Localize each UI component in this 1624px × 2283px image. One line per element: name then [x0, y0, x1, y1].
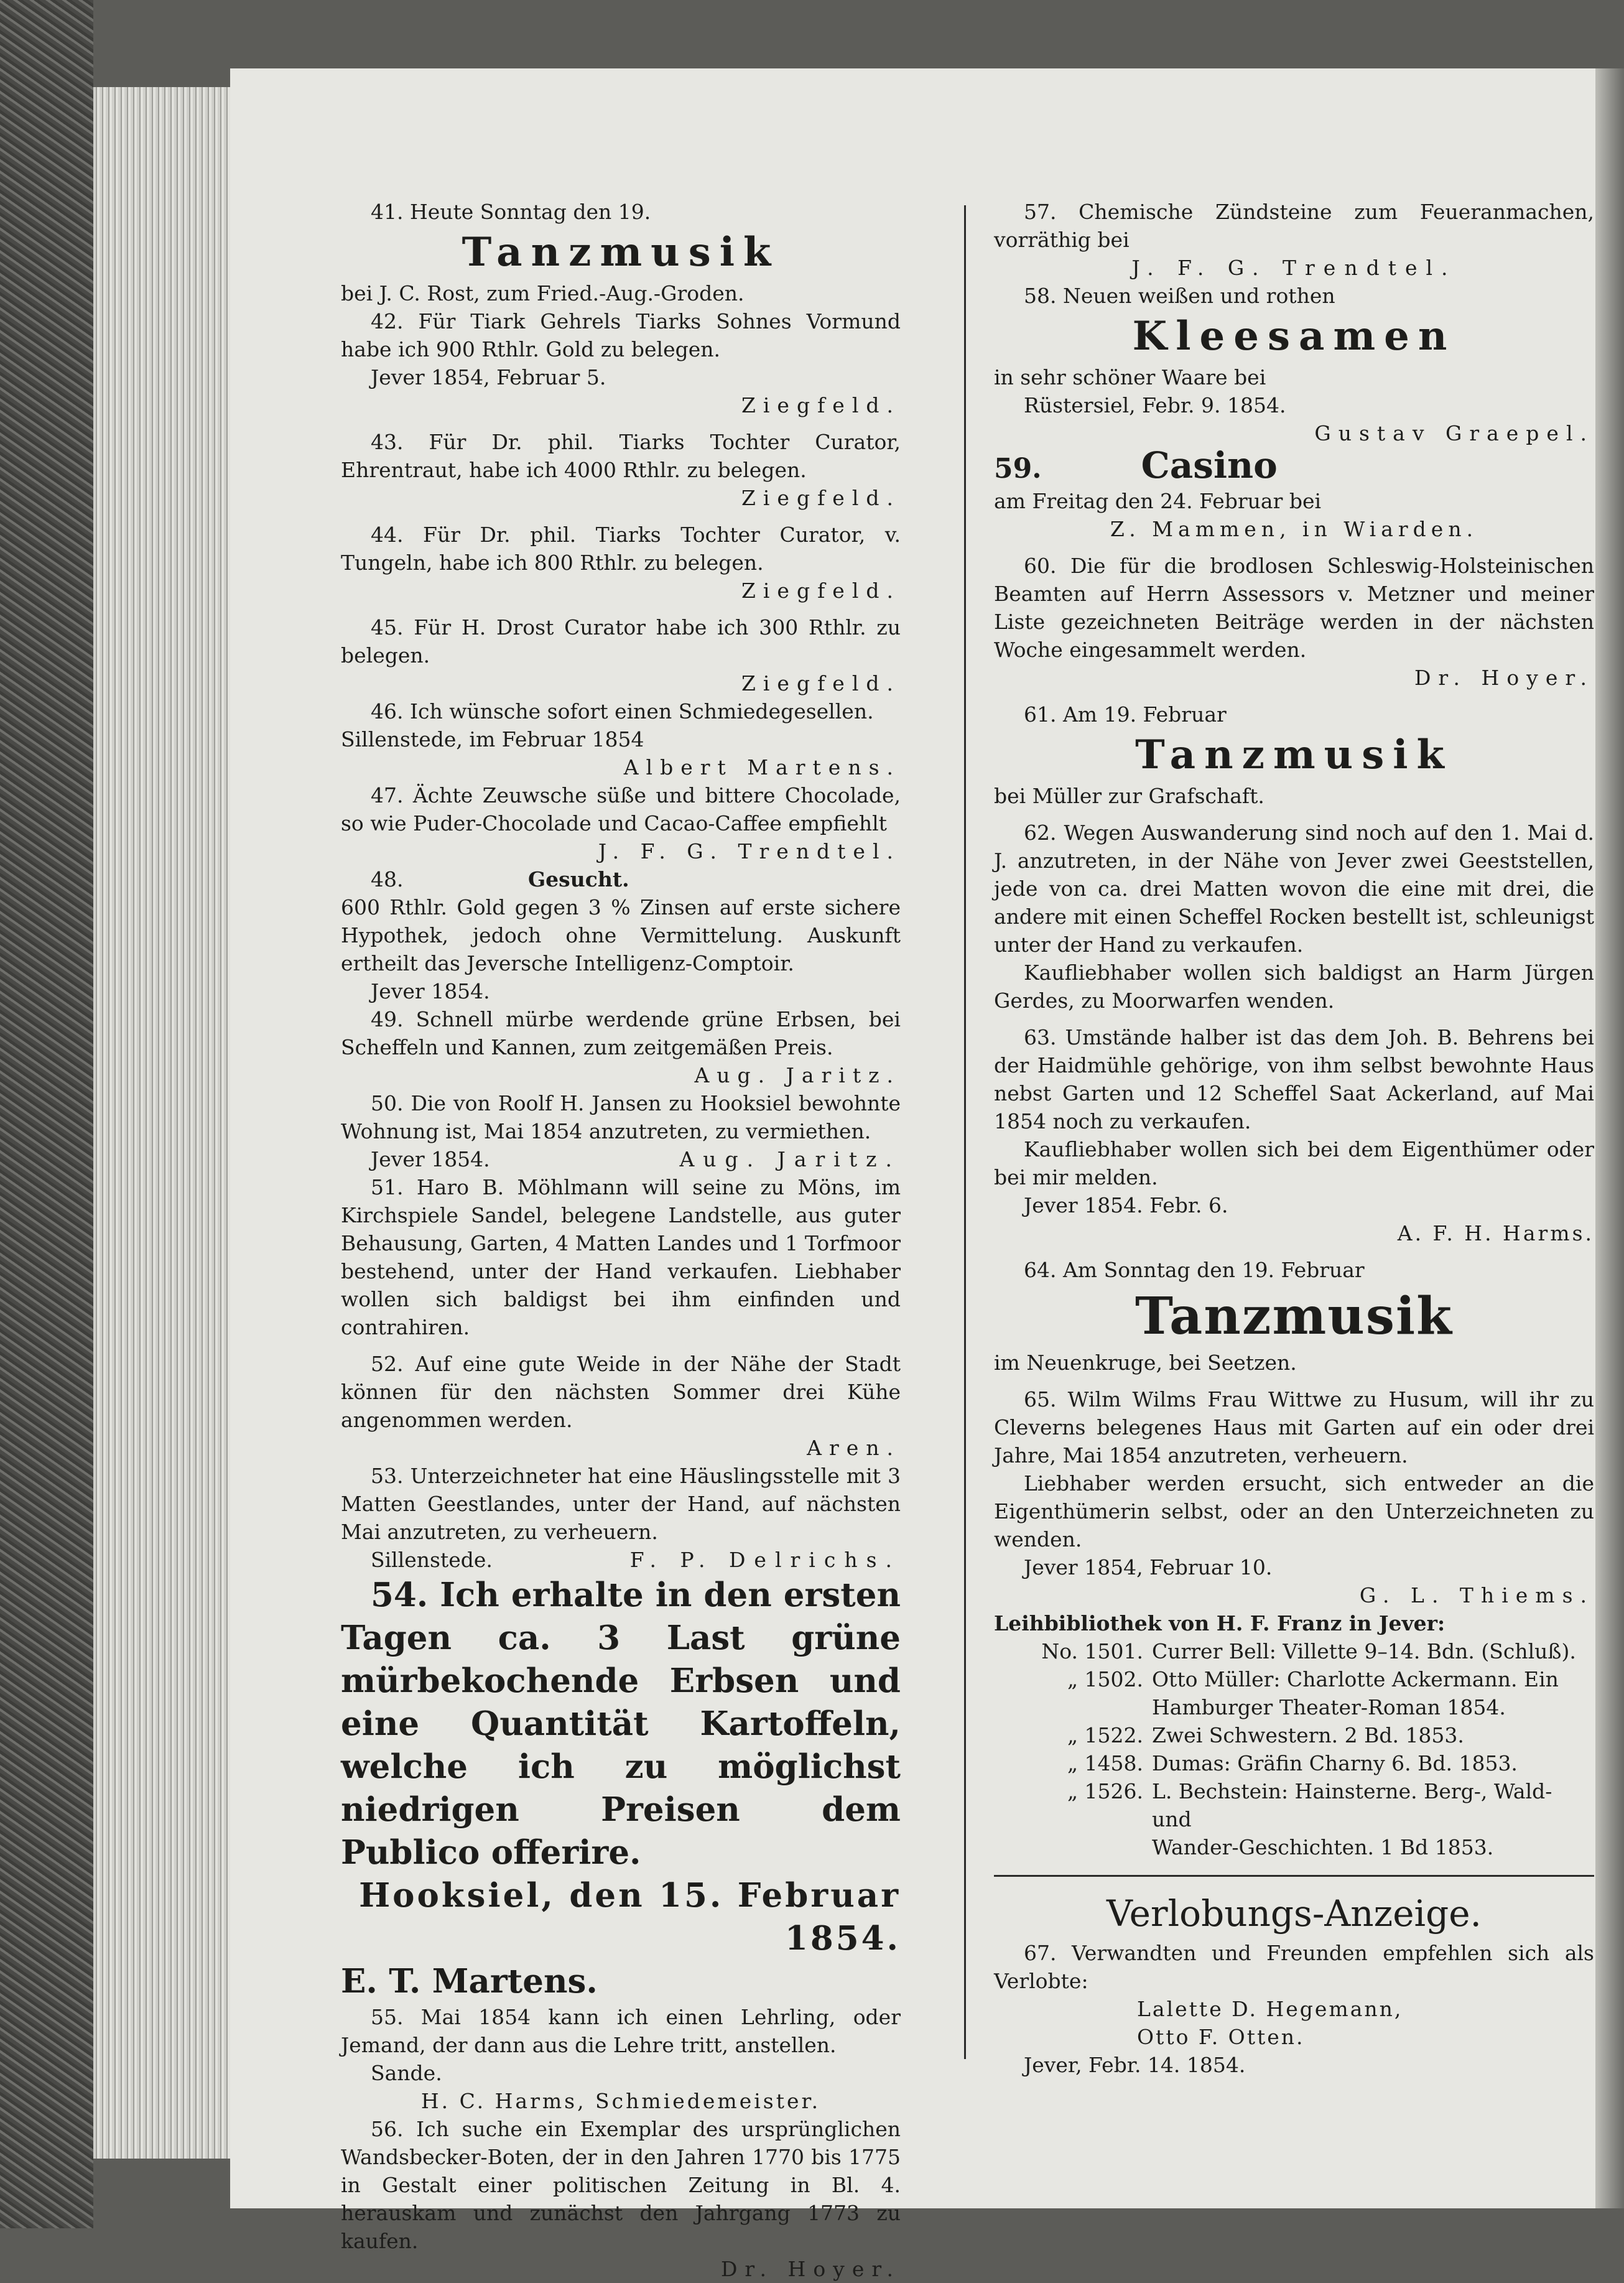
book-title: Currer Bell: Villette 9–14. Bdn. (Schluß). [1152, 1639, 1576, 1663]
ad-66-leihbibliothek [994, 1609, 1594, 1861]
ad-signature: F. P. Delrichs. [629, 1548, 901, 1572]
ad-63 [994, 1023, 1594, 1247]
ad-text: am Freitag den 24. Februar bei [994, 489, 1322, 513]
ad-42 [341, 307, 901, 419]
ad-place-date: Jever 1854. Febr. 6. [1024, 1193, 1228, 1217]
ad-place-date: Jever 1854. [371, 1147, 490, 1171]
ad-44 [341, 521, 901, 605]
ad-signature: J. F. G. Trendtel. [1131, 256, 1457, 280]
ad-heading-line [341, 865, 901, 893]
ad-56 [341, 2115, 901, 2283]
ad-text: 62. Wegen Auswanderung sind noch auf den 1. Mai d. J. anzutreten, in der Nähe von Jever zwei Geeststellen, jede von ca. drei Matten wovon die eine mit drei, die andere mit einen Scheffel Rocken bestellt ist, schleunigst unter der Hand zu verkaufen. [994, 821, 1594, 957]
ad-signature: Aren. [807, 1436, 901, 1460]
ad-place-date: Jever 1854. [371, 979, 490, 1003]
ad-45 [341, 613, 901, 697]
ad-60 [994, 552, 1594, 692]
book-title-cont: Hamburger Theater-Roman 1854. [1152, 1695, 1506, 1719]
ad-text: 46. Ich wünsche sofort einen Schmiedegesellen. [371, 699, 874, 723]
ad-place-date: Jever 1854, Februar 10. [1024, 1555, 1273, 1579]
ad-46 [341, 697, 901, 781]
ad-heading: Tanzmusik [1135, 732, 1453, 778]
ad-heading: Tanzmusik [462, 229, 780, 276]
ad-52 [341, 1350, 901, 1462]
ad-67-verlobung [994, 1888, 1594, 2079]
ad-text: bei Müller zur Grafschaft. [994, 784, 1264, 808]
ad-heading: Casino [1141, 444, 1278, 486]
ad-signature: Ziegfeld. [741, 671, 901, 695]
ad-57 [994, 198, 1594, 282]
ad-signature: G. L. Thiems. [1359, 1583, 1594, 1607]
ad-51 [341, 1173, 901, 1341]
list-item [994, 1665, 1594, 1693]
ad-signature: Z. Mammen, in Wiarden. [1110, 517, 1478, 541]
ad-place-date: Jever 1854, Februar 5. [371, 365, 606, 389]
ad-footer [341, 1546, 901, 1574]
book-number: „ 1526. [1067, 1779, 1143, 1803]
ad-signature: H. C. Harms, Schmiedemeister. [420, 2089, 821, 2113]
ad-text: 53. Unterzeichneter hat eine Häuslingsstelle mit 3 Matten Geestlandes, unter der Hand, auf nächsten Mai anzutreten, zu verheuern. [341, 1464, 901, 1544]
ad-text: 43. Für Dr. phil. Tiarks Tochter Curator, Ehrentraut, habe ich 4000 Rthlr. zu belegen. [341, 430, 901, 482]
ad-heading-line [994, 444, 1594, 487]
ad-signature: Ziegfeld. [741, 486, 901, 510]
right-column [994, 198, 1594, 2079]
ad-signature: Dr. Hoyer. [720, 2257, 901, 2281]
ad-text: 67. Verwandten und Freunden empfehlen sich als Verlobte: [994, 1941, 1594, 1993]
book-binding [0, 0, 93, 2228]
book-number: „ 1502. [1067, 1667, 1143, 1691]
ad-text: 65. Wilm Wilms Frau Wittwe zu Husum, will ihr zu Cleverns belegenes Haus mit Garten auf ein oder drei Jahre, Mai 1854 anzutreten, verheuern. [994, 1387, 1594, 1467]
ad-49 [341, 1005, 901, 1089]
ad-place-date: Sande. [371, 2061, 442, 2085]
ad-58 [994, 282, 1594, 447]
ad-text: Kaufliebhaber wollen sich bei dem Eigenthümer oder bei mir melden. [994, 1137, 1594, 1189]
ad-text: 56. Ich suche ein Exemplar des ursprünglichen Wandsbecker-Boten, der in den Jahren 1770 bis 1775 in Gestalt einer politischen Zeitung in Bl. 4. herauskam und zunächst den Jahrgang 1773 zu kaufen. [341, 2117, 901, 2253]
ad-place-date: Jever, Febr. 14. 1854. [1024, 2053, 1246, 2077]
ad-signature: Albert Martens. [623, 755, 901, 779]
page-shadow [1595, 68, 1624, 2208]
ad-footer [341, 1145, 901, 1173]
ad-53 [341, 1462, 901, 1574]
ad-heading: Verlobungs-Anzeige. [1107, 1892, 1482, 1935]
ad-heading: Gesucht. [527, 867, 629, 891]
ad-text: 50. Die von Roolf H. Jansen zu Hooksiel bewohnte Wohnung ist, Mai 1854 anzutreten, zu vermiethen. [341, 1091, 901, 1143]
ad-61 [994, 700, 1594, 810]
ad-signature: E. T. Martens. [341, 1962, 598, 2001]
ad-text: 61. Am 19. Februar [1024, 702, 1227, 727]
book-title: L. Bechstein: Hainsterne. Berg-, Wald- und [1152, 1779, 1552, 1831]
ad-text: 55. Mai 1854 kann ich einen Lehrling, oder Jemand, der dann aus die Lehre tritt, anstellen. [341, 2005, 901, 2057]
ad-place-date: Hooksiel, den 15. Februar 1854. [359, 1876, 901, 1958]
ad-text: in sehr schöner Waare bei [994, 365, 1266, 389]
ad-place-date: Sillenstede. [371, 1548, 493, 1572]
engaged-name: Otto F. Otten. [1137, 2025, 1305, 2049]
ad-number: 48. [371, 867, 404, 891]
ad-text: 51. Haro B. Möhlmann will seine zu Möns, im Kirchspiele Sandel, belegene Landstelle, aus guter Behausung, Garten, 4 Matten Landes und 1 Torfmoor bestehend, unter der Hand verkaufen. Liebhaber wollen sich baldigst bei ihm einfinden und contrahiren. [341, 1175, 901, 1339]
ad-text: Kaufliebhaber wollen sich baldigst an Harm Jürgen Gerdes, zu Moorwarfen wenden. [994, 960, 1594, 1013]
book-number: „ 1522. [1067, 1723, 1143, 1747]
ad-text: 42. Für Tiark Gehrels Tiarks Sohnes Vormund habe ich 900 Rthlr. Gold zu belegen. [341, 309, 901, 361]
ad-signature: Aug. Jaritz. [694, 1063, 901, 1087]
ad-signature: Gustav Graepel. [1314, 421, 1594, 445]
list-item [994, 1637, 1594, 1665]
ad-41 [341, 198, 901, 307]
ad-place-date: Rüstersiel, Febr. 9. 1854. [1024, 393, 1286, 417]
ad-heading: Tanzmusik [1134, 1286, 1453, 1346]
ad-text: 63. Umstände halber ist das dem Joh. B. Behrens bei der Haidmühle gehörige, von ihm selbst bewohnte Haus nebst Garten und 12 Scheffel Saat Ackerland, auf Mai 1854 noch zu verkaufen. [994, 1025, 1594, 1133]
book-title: Dumas: Gräfin Charny 6. Bd. 1853. [1152, 1751, 1518, 1775]
ad-heading: Kleesamen [1132, 313, 1456, 360]
ad-text: 44. Für Dr. phil. Tiarks Tochter Curator, v. Tungeln, habe ich 800 Rthlr. zu belegen. [341, 523, 901, 575]
ad-signature: J. F. G. Trendtel. [598, 839, 901, 863]
ad-text: 60. Die für die brodlosen Schleswig-Holsteinischen Beamten auf Herrn Assessors v. Metzner und meiner Liste gezeichneten Beiträge werden in der nächsten Woche eingesammelt werden. [994, 554, 1594, 662]
ad-text: 600 Rthlr. Gold gegen 3 % Zinsen auf erste sichere Hypothek, jedoch ohne Vermittelung. Auskunft ertheilt das Jeversche Intelligenz-Comptoir. [341, 895, 901, 975]
ad-text: bei J. C. Rost, zum Fried.-Aug.-Groden. [341, 281, 745, 305]
ad-62 [994, 819, 1594, 1015]
book-title-cont: Wander-Geschichten. 1 Bd 1853. [1152, 1835, 1494, 1859]
ad-number: 59. [994, 453, 1042, 485]
ad-text: Liebhaber werden ersucht, sich entweder an die Eigenthümerin selbst, oder an den Unterzeichneten zu wenden. [994, 1471, 1594, 1551]
ad-text: 52. Auf eine gute Weide in der Nähe der Stadt können für den nächsten Sommer drei Kühe angenommen werden. [341, 1352, 901, 1432]
list-item [994, 1749, 1594, 1777]
ad-signature: Aug. Jaritz. [679, 1147, 901, 1171]
ad-signature: Ziegfeld. [741, 393, 901, 417]
ad-signature: Dr. Hoyer. [1414, 666, 1594, 690]
ad-text: 54. Ich erhalte in den ersten Tagen ca. 3 Last grüne mürbekochende Erbsen und eine Quantität Kartoffeln, welche ich zu möglichst niedrigen Preisen dem Publico offerire. [341, 1576, 901, 1872]
list-item [994, 1721, 1594, 1749]
column-divider [964, 205, 966, 2059]
ad-47 [341, 781, 901, 865]
book-title: Zwei Schwestern. 2 Bd. 1853. [1152, 1723, 1464, 1747]
page-edges [93, 87, 230, 2159]
engaged-name: Lalette D. Hegemann, [1137, 1997, 1403, 2021]
ad-signature: A. F. H. Harms. [1397, 1221, 1594, 1245]
ad-43 [341, 428, 901, 512]
ad-signature: Ziegfeld. [741, 579, 901, 603]
ad-text: im Neuenkruge, bei Seetzen. [994, 1351, 1297, 1375]
ad-59 [994, 444, 1594, 543]
book-number: „ 1458. [1067, 1751, 1143, 1775]
ad-text: 49. Schnell mürbe werdende grüne Erbsen, bei Scheffeln und Kannen, zum zeitgemäßen Preis. [341, 1007, 901, 1059]
ad-text: 57. Chemische Zündsteine zum Feueranmachen, vorräthig bei [994, 200, 1594, 252]
ad-place-date: Sillenstede, im Februar 1854 [341, 727, 644, 751]
ad-text: 64. Am Sonntag den 19. Februar [1024, 1258, 1365, 1282]
ad-48 [341, 865, 901, 1005]
library-heading: Leihbibliothek von H. F. Franz in Jever: [994, 1611, 1445, 1635]
list-item [994, 1777, 1594, 1833]
book-number: No. 1501. [1041, 1639, 1143, 1663]
ad-54 [341, 1574, 901, 2003]
ad-text: 41. Heute Sonntag den 19. [371, 200, 651, 224]
section-rule [994, 1875, 1594, 1877]
ad-64 [994, 1256, 1594, 1377]
ad-50 [341, 1089, 901, 1173]
ad-65 [994, 1385, 1594, 1609]
ad-text: 58. Neuen weißen und rothen [1024, 284, 1335, 308]
book-title: Otto Müller: Charlotte Ackermann. Ein [1152, 1667, 1559, 1691]
ad-55 [341, 2003, 901, 2115]
ad-text: 47. Ächte Zeuwsche süße und bittere Chocolade, so wie Puder-Chocolade und Cacao-Caffee empfiehlt [341, 783, 901, 835]
left-column [341, 198, 901, 2283]
ad-text: 45. Für H. Drost Curator habe ich 300 Rthlr. zu belegen. [341, 615, 901, 667]
